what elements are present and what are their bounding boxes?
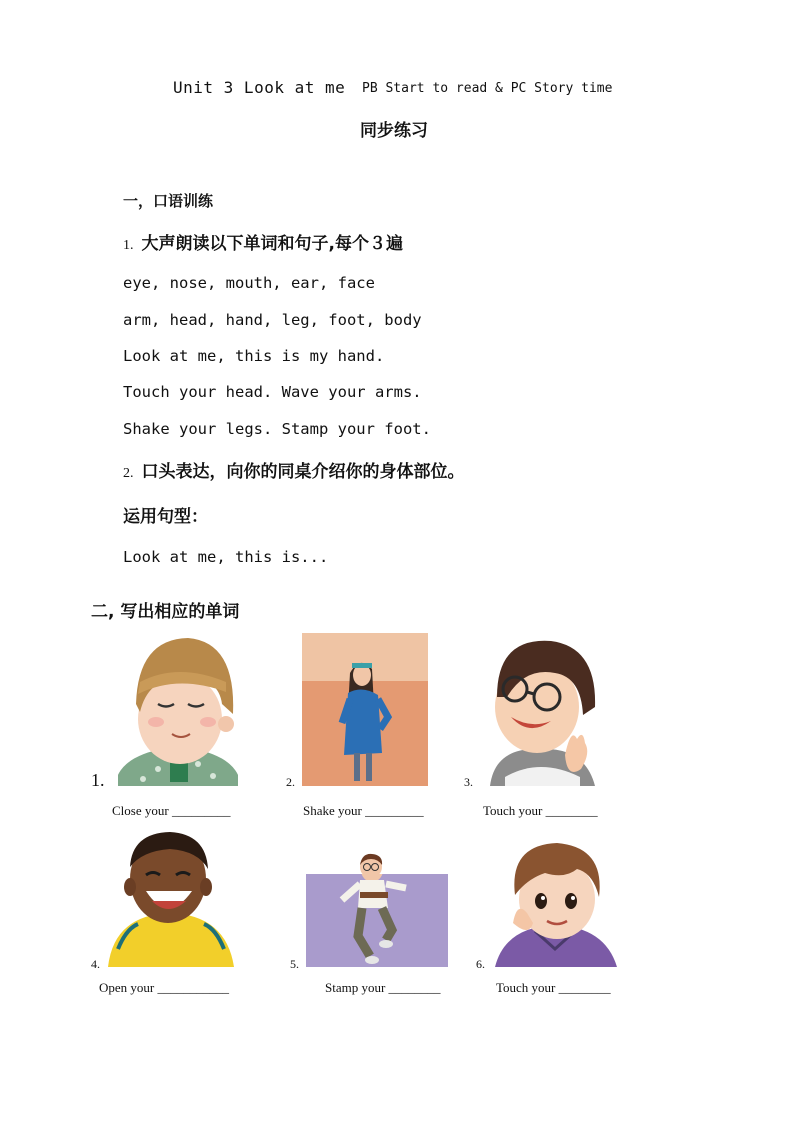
section-2-heading: 二, 写出相应的单词 — [91, 602, 240, 622]
reading-line: arm, head, hand, leg, foot, body — [123, 311, 422, 329]
question-2-number: 2. — [123, 466, 134, 481]
picture-close-eyes — [118, 634, 238, 786]
question-1-text: 大声朗读以下单词和句子,每个３遍 — [141, 234, 403, 254]
question-1 — [123, 229, 403, 254]
section-1-heading: 一，口语训练 — [123, 192, 214, 210]
item-3-number: 3. — [464, 775, 473, 789]
item-3-caption: Touch your ________ — [483, 803, 598, 818]
page-subtitle: 同步练习 — [360, 121, 428, 141]
picture-shake — [302, 633, 428, 786]
item-1-caption: Close your _________ — [112, 803, 231, 818]
picture-touch-face — [495, 839, 617, 967]
item-6-number: 6. — [476, 957, 485, 971]
question-2 — [123, 457, 465, 482]
reading-line: Touch your head. Wave your arms. — [123, 383, 422, 401]
picture-stamp-head — [356, 853, 386, 877]
item-5-caption: Stamp your ________ — [325, 980, 441, 995]
picture-open-mouth — [108, 829, 234, 967]
item-2-number: 2. — [286, 775, 295, 789]
item-2-caption: Shake your _________ — [303, 803, 424, 818]
picture-stamp — [306, 874, 448, 967]
page-title: Unit 3 Look at me — [173, 78, 346, 97]
reading-line: Look at me, this is my hand. — [123, 347, 385, 365]
question-1-number: 1. — [123, 238, 134, 253]
reading-line: eye, nose, mouth, ear, face — [123, 274, 375, 292]
item-5-number: 5. — [290, 957, 299, 971]
item-4-caption: Open your ___________ — [99, 980, 229, 995]
pattern-label: 运用句型： — [123, 507, 208, 527]
item-4-number: 4. — [91, 957, 100, 971]
item-1-number: 1. — [91, 770, 105, 790]
picture-touch-head — [485, 637, 603, 786]
reading-line: Shake your legs. Stamp your foot. — [123, 420, 431, 438]
pattern-sentence: Look at me, this is... — [123, 548, 329, 566]
question-2-text: 口头表达，向你的同桌介绍你的身体部位。 — [141, 462, 465, 482]
page-title-sub: PB Start to read & PC Story time — [362, 81, 613, 96]
item-6-caption: Touch your ________ — [496, 980, 611, 995]
